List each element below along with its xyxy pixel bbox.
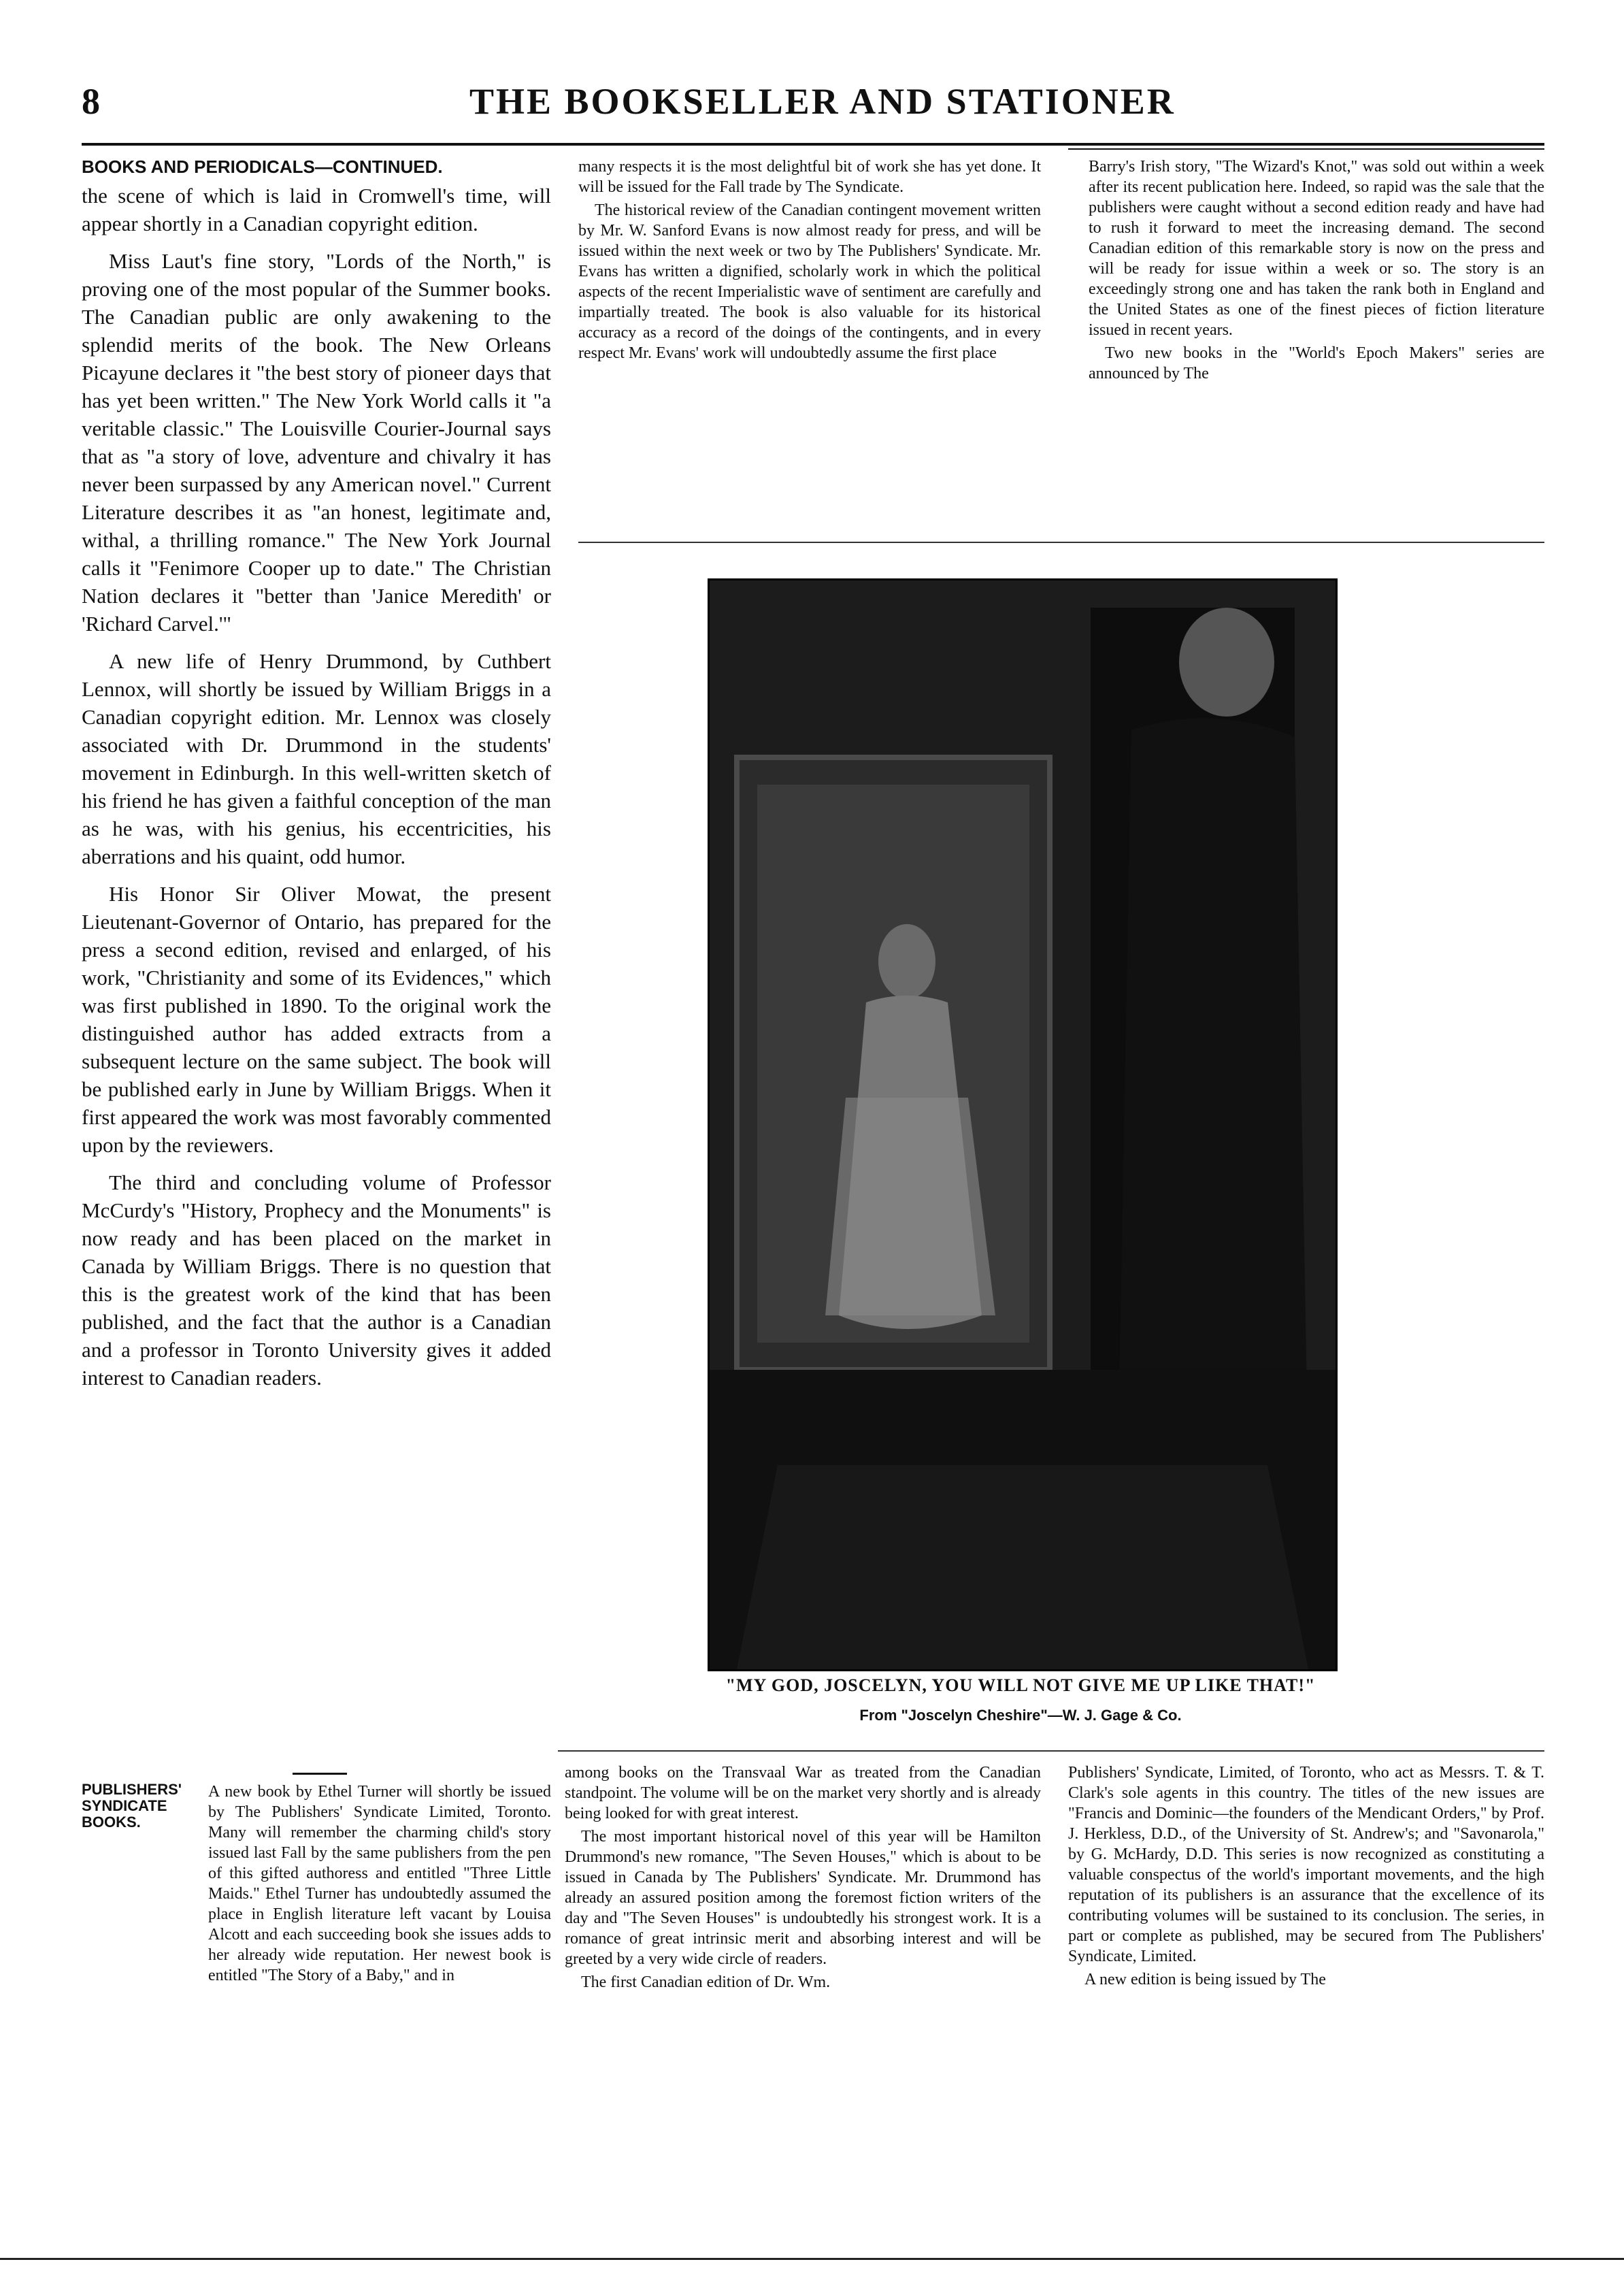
paragraph: The first Canadian edition of Dr. Wm. [581,1973,831,1991]
column-1 [82,157,551,1401]
header-rule [82,143,1544,146]
page-bottom-rule [0,2258,1624,2260]
paragraph: A new life of Henry Drummond, by Cuthbert Lennox, will shortly be issued by William Briggs in a Canadian copyright edition. Mr. Lennox was closely associated with Dr. Drummond in the students' movement in Edinburgh. In this well-written sketch of his friend he has given a faithful conception of the man as he was, with his genius, his eccentricities, his aberrations and his quaint, odd humor. [82,649,551,868]
paragraph: The third and concluding volume of Professor McCurdy's "History, Prophecy and the Monuments" is now ready and has been placed on the market in Canada by William Briggs. There is no question that this is the greatest work of the kind that has been published, and the fact that the author is a Canadian and a professor in Toronto University gives it added interest to Canadian readers. [82,1170,551,1390]
illustration-credit: From "Joscelyn Cheshire"—W. J. Gage & Co. [859,1707,1182,1724]
short-rule [293,1773,347,1775]
column-3-bottom [1068,1762,1544,1992]
engraving-illustration [708,578,1338,1671]
paragraph: His Honor Sir Oliver Mowat, the present Lieutenant-Governor of Ontario, has prepared for the press a second edition, revised and enlarged, of his work, "Christianity and some of its Evidences," which was first published in 1890. To the original work the distinguished author has added extracts from a subsequent lecture on the same subject. The book will be published early in June by William Briggs. When it first appeared the work was most favorably commented upon by the reviewers. [82,882,551,1157]
paragraph: The historical review of the Canadian contingent movement written by Mr. W. Sanford Evans is now almost ready for press, and will be issued within the next week or two by The Publishers' Syndicate. Mr. Evans has written a dignified, scholarly work in which the political aspects of the recent Imperialistic wave of sentiment are carefully and impartially treated. The book is also valuable for its historical accuracy as a record of the doings of the contingents, and in every respect Mr. Evans' work will undoubtedly assume the first place [578,201,1041,362]
paragraph: Miss Laut's fine story, "Lords of the North," is proving one of the most popular of the Summer books. The Canadian public are only awakening to the splendid merits of the book. The New Orleans Picayune declares it "the best story of pioneer days that has yet been written." The New York World calls it "a veritable classic." The Louisville Courier-Journal says that as "a story of love, adventure and chivalry it has never been surpassed by any American novel." Current Literature describes it as "an honest, legitimate and, withal, a thrilling romance." The New York Journal calls it "Fenimore Cooper up to date." The Christian Nation declares it "better than 'Janice Meredith' or 'Richard Carvel.'" [82,249,551,636]
header-rule-secondary [1068,148,1544,150]
column-3-top [1089,157,1544,387]
section-heading: BOOKS AND PERIODICALS—CONTINUED. [82,157,443,177]
paragraph: Two new books in the "World's Epoch Makers" series are announced by The [1089,344,1544,382]
paragraph: A new book by Ethel Turner will shortly be issued by The Publishers' Syndicate Limited, Toronto. Many will remember the charming child's story issued last Fall by the same publishers from the pen of this gifted authoress and entitled "Three Little Maids." Ethel Turner has undoubtedly assumed the place in English literature left vacant by Louisa Alcott and each succeeding book she issues adds to her already wide reputation. Her newest book is entitled "The Story of a Baby," and in [208,1783,551,1984]
illustration-picture [710,580,1336,1669]
section-divider [578,542,1544,543]
paragraph: Barry's Irish story, "The Wizard's Knot," was sold out within a week after its recent publication here. Indeed, so rapid was the sale that the publishers were caught without a second edition ready and have had to rush it forward to meet the increasing demand. The second Canadian edition of this remarkable story is now on the press and will be ready for issue within a week or so. The story is an exceedingly strong one and has taken the rank both in England and the United States as one of the finest pieces of fiction literature issued in recent years. [1089,158,1544,339]
page-number: 8 [82,81,100,122]
column-2-bottom [565,1762,1041,1995]
publishers-syndicate-section [82,1766,551,1988]
publishers-syndicate-heading: PUBLISHERS' SYNDICATE BOOKS. [82,1781,182,1831]
paragraph: A new edition is being issued by The [1084,1971,1326,1988]
paragraph: many respects it is the most delightful bit of work she has yet done. It will be issued for the Fall trade by The Syndicate. [578,158,1041,196]
running-head: THE BOOKSELLER AND STATIONER [469,81,1176,122]
paragraph: the scene of which is laid in Cromwell's time, will appear shortly in a Canadian copyright edition. [82,184,551,235]
paragraph: Publishers' Syndicate, Limited, of Toronto, who act as Messrs. T. & T. Clark's sole agents in this country. The titles of the new issues are "Francis and Dominic—the founders of the Mendicant Orders," by Prof. J. Herkless, D.D., of the University of St. Andrew's; and "Savonarola," by G. McHardy, D.D. This series is now recognized as constituting a valuable conspectus of the world's important movements, and the high reputation of its publishers is an assurance that the excellence of its contributing volumes will be sustained to its conclusion. The series, in part or complete as published, may be secured from The Publishers' Syndicate, Limited. [1068,1764,1544,1965]
column-2-top [578,157,1041,366]
illustration-caption: "MY GOD, JOSCELYN, YOU WILL NOT GIVE ME UP LIKE THAT!" [725,1675,1316,1695]
paragraph: The most important historical novel of this year will be Hamilton Drummond's new romance, "The Seven Houses," which is about to be issued in Canada by The Publishers' Syndicate. Mr. Drummond has already an assured position among the foremost fiction writers of the day and "The Seven Houses" is undoubtedly his strongest work. It is a romance of great intrinsic merit and absorbing interest and will be greeted by a very wide circle of readers. [565,1828,1041,1968]
section-divider [558,1750,1544,1752]
paragraph: among books on the Transvaal War as treated from the Canadian standpoint. The volume will be on the market very shortly and is already being looked for with great interest. [565,1764,1041,1822]
